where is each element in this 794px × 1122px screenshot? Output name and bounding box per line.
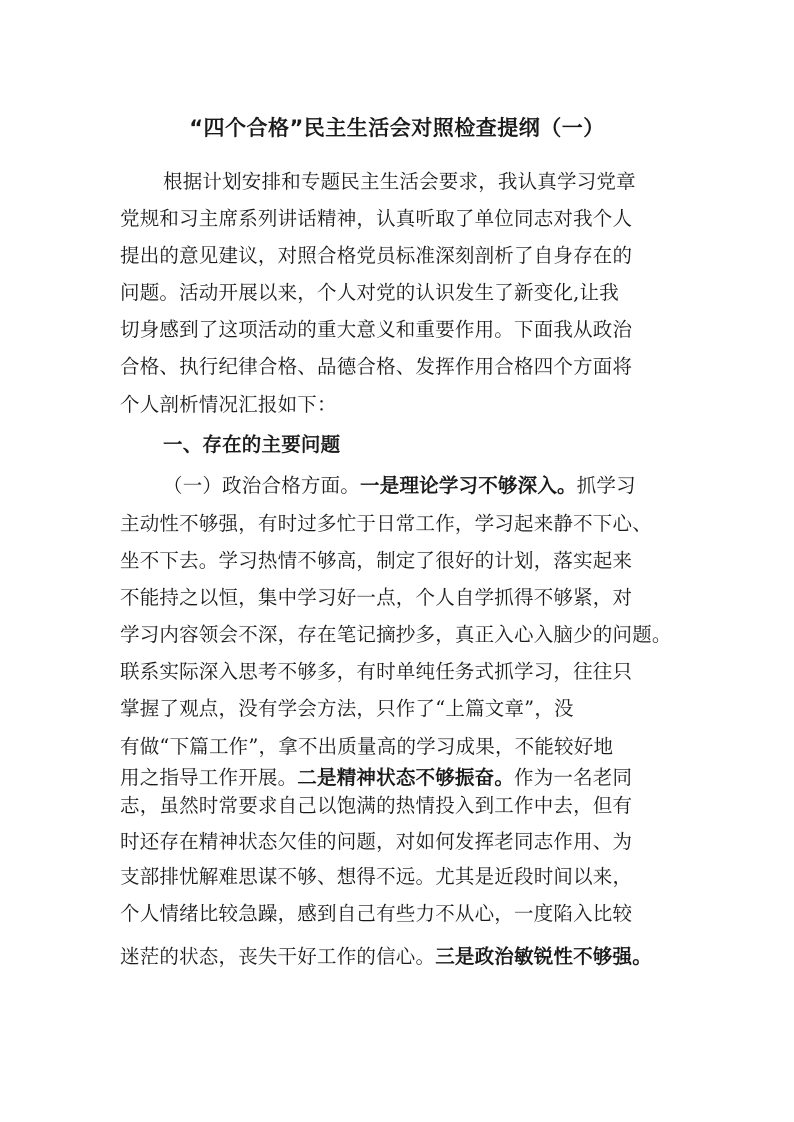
body-line: 时还存在精神状态欠佳的问题，对如何发挥老同志作用、为: [120, 830, 633, 853]
body-line: 支部排忧解难思谋不够、想得不远。尤其是近段时间以来，: [120, 865, 633, 888]
body-line: 不能持之以恒，集中学习好一点，个人自学抓得不够紧，对: [120, 586, 633, 609]
body-line: 主动性不够强，有时过多忙于日常工作，学习起来静不下心、: [120, 512, 652, 535]
body-line: 坐不下去。学习热情不够高，制定了很好的计划，落实起来: [120, 549, 633, 572]
body-line: [120, 762, 632, 790]
body-line: 学习内容领会不深，存在笔记摘抄多，真正入心入脑少的问题。: [120, 623, 672, 646]
point-one-heading: 一是理论学习不够深入。: [360, 474, 577, 497]
intro-line: 合格、执行纪律合格、品德合格、发挥作用合格四个方面将: [120, 355, 633, 378]
body-line: 志，虽然时常要求自己以饱满的热情投入到工作中去，但有: [120, 794, 633, 817]
document-title: “四个合格”民主生活会对照检查提纲（一）: [189, 116, 605, 140]
paragraph-text: 迷茫的状态，丧失干好工作的信心。: [120, 945, 436, 968]
subsection-label: （一）政治合格方面。: [163, 474, 361, 497]
point-two-heading: 二是精神状态不够振奋。: [297, 766, 515, 789]
intro-line: 党规和习主席系列讲话精神，认真听取了单位同志对我个人: [120, 207, 633, 230]
paragraph-text: 用之指导工作开展。: [120, 766, 298, 789]
point-three-heading: 三是政治敏锐性不够强。: [435, 945, 652, 968]
body-line: 个人情绪比较急躁，感到自己有些力不从心，一度陷入比较: [120, 902, 633, 925]
paragraph-text: 作为一名老同: [514, 766, 633, 789]
intro-line: 个人剖析情况汇报如下：: [120, 393, 337, 416]
intro-line: 提出的意见建议，对照合格党员标准深刻剖析了自身存在的: [120, 244, 633, 267]
body-line: 有做“下篇工作”，拿不出质量高的学习成果，不能较好地: [120, 735, 614, 758]
body-line: [120, 941, 652, 969]
intro-line: 根据计划安排和专题民主生活会要求，我认真学习党章: [163, 170, 636, 193]
intro-line: 问题。活动开展以来，个人对党的认识发生了新变化,让我: [120, 281, 619, 304]
body-line: 掌握了观点，没有学会方法，只作了“上篇文章”，没: [120, 697, 574, 720]
intro-line: 切身感到了这项活动的重大意义和重要作用。下面我从政治: [120, 318, 633, 341]
section-heading: 一、存在的主要问题: [163, 433, 341, 456]
body-line: 联系实际深入思考不够多，有时单纯任务式抓学习，往往只: [120, 660, 633, 683]
paragraph-first-line: [163, 470, 636, 498]
paragraph-text: 抓学习: [576, 474, 636, 497]
